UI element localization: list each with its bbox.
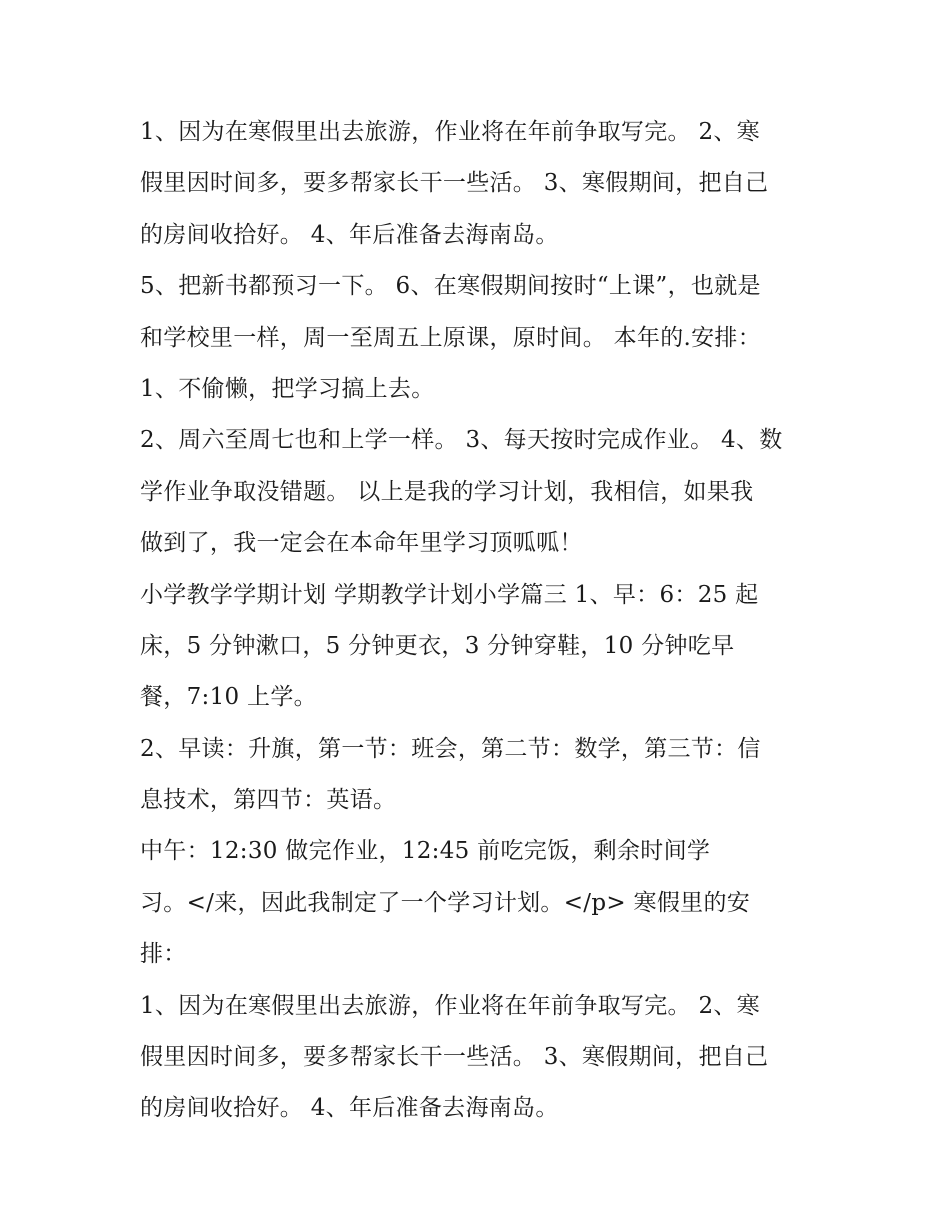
text-line: 习。</来，因此我制定了一个学习计划。</p> 寒假里的安 xyxy=(140,889,751,916)
text-line: 假里因时间多，要多帮家长干一些活。 3、寒假期间，把自己 xyxy=(140,170,769,197)
document-body xyxy=(140,107,820,1135)
text-line: 息技术，第四节：英语。 xyxy=(140,787,397,814)
text-line: 2、早读：升旗，第一节：班会，第二节：数学，第三节：信 xyxy=(140,735,761,762)
text-line: 餐，7:10 上学。 xyxy=(140,684,317,711)
text-line: 1、因为在寒假里出去旅游，作业将在年前争取写完。 2、寒 xyxy=(140,992,760,1019)
text-line: 2、周六至周七也和上学一样。 3、每天按时完成作业。 4、数 xyxy=(140,427,783,454)
text-line: 的房间收拾好。 4、年后准备去海南岛。 xyxy=(140,221,559,248)
text-line: 小学教学学期计划 学期教学计划小学篇三 1、早：6：25 起 xyxy=(140,581,759,608)
text-line: 做到了，我一定会在本命年里学习顶呱呱！ xyxy=(140,530,583,557)
text-line: 1、因为在寒假里出去旅游，作业将在年前争取写完。 2、寒 xyxy=(140,119,760,145)
text-line: 中午：12:30 做完作业，12:45 前吃完饭，剩余时间学 xyxy=(140,838,711,865)
text-line: 和学校里一样，周一至周五上原课，原时间。 本年的.安排： xyxy=(140,324,762,351)
text-line: 床，5 分钟漱口，5 分钟更衣，3 分钟穿鞋，10 分钟吃早 xyxy=(140,632,735,659)
text-line: 假里因时间多，要多帮家长干一些活。 3、寒假期间，把自己 xyxy=(140,1044,769,1071)
text-line: 排： xyxy=(140,941,187,968)
text-line: 学作业争取没错题。 以上是我的学习计划，我相信，如果我 xyxy=(140,478,754,505)
text-line: 1、不偷懒，把学习搞上去。 xyxy=(140,375,435,402)
text-line: 5、把新书都预习一下。 6、在寒假期间按时“上课”，也就是 xyxy=(140,273,761,300)
text-line: 的房间收拾好。 4、年后准备去海南岛。 xyxy=(140,1095,559,1122)
